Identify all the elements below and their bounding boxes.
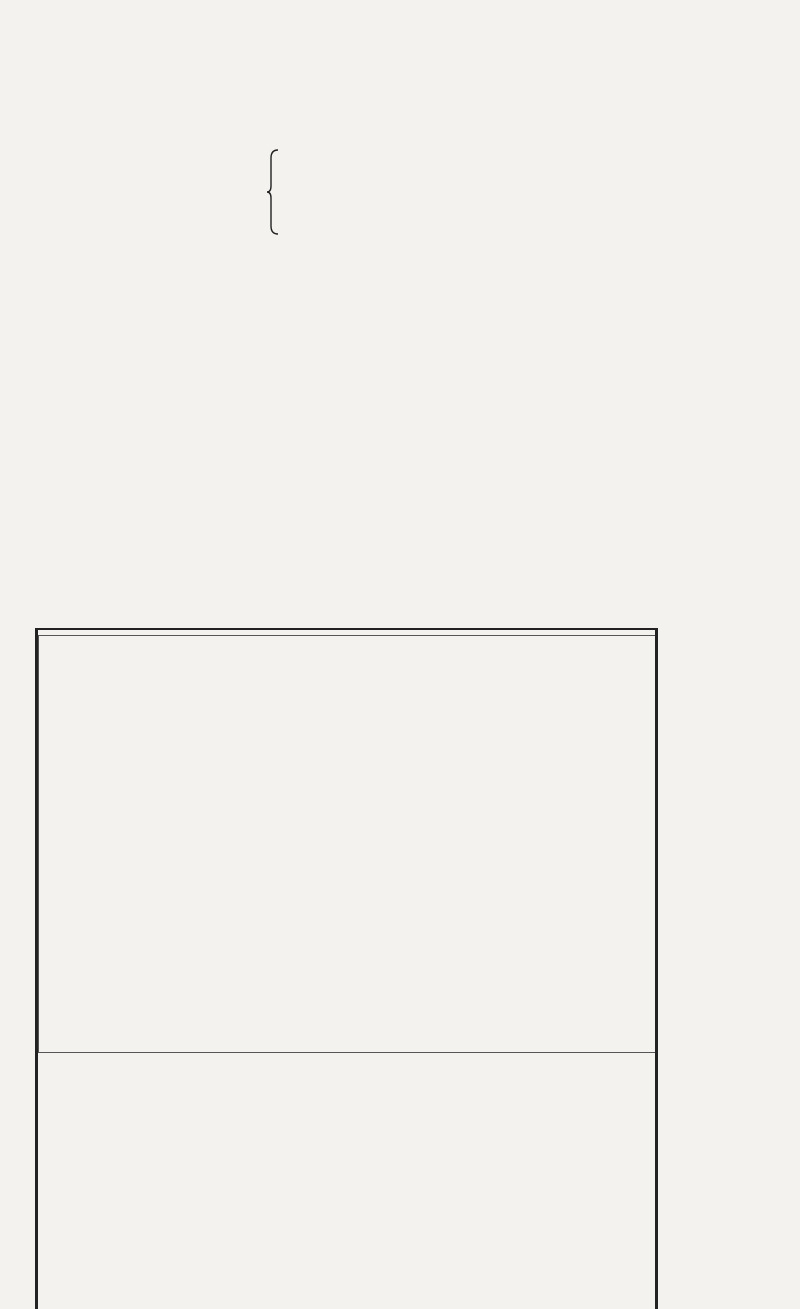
brace-icon (266, 148, 280, 236)
table-bottom-rule (38, 1052, 655, 1053)
table-top-rule-inner (38, 635, 655, 636)
table-b (35, 628, 658, 1309)
table-top-rule (35, 628, 658, 630)
left-ventricle-group (78, 148, 634, 236)
column-rule (38, 635, 39, 1052)
